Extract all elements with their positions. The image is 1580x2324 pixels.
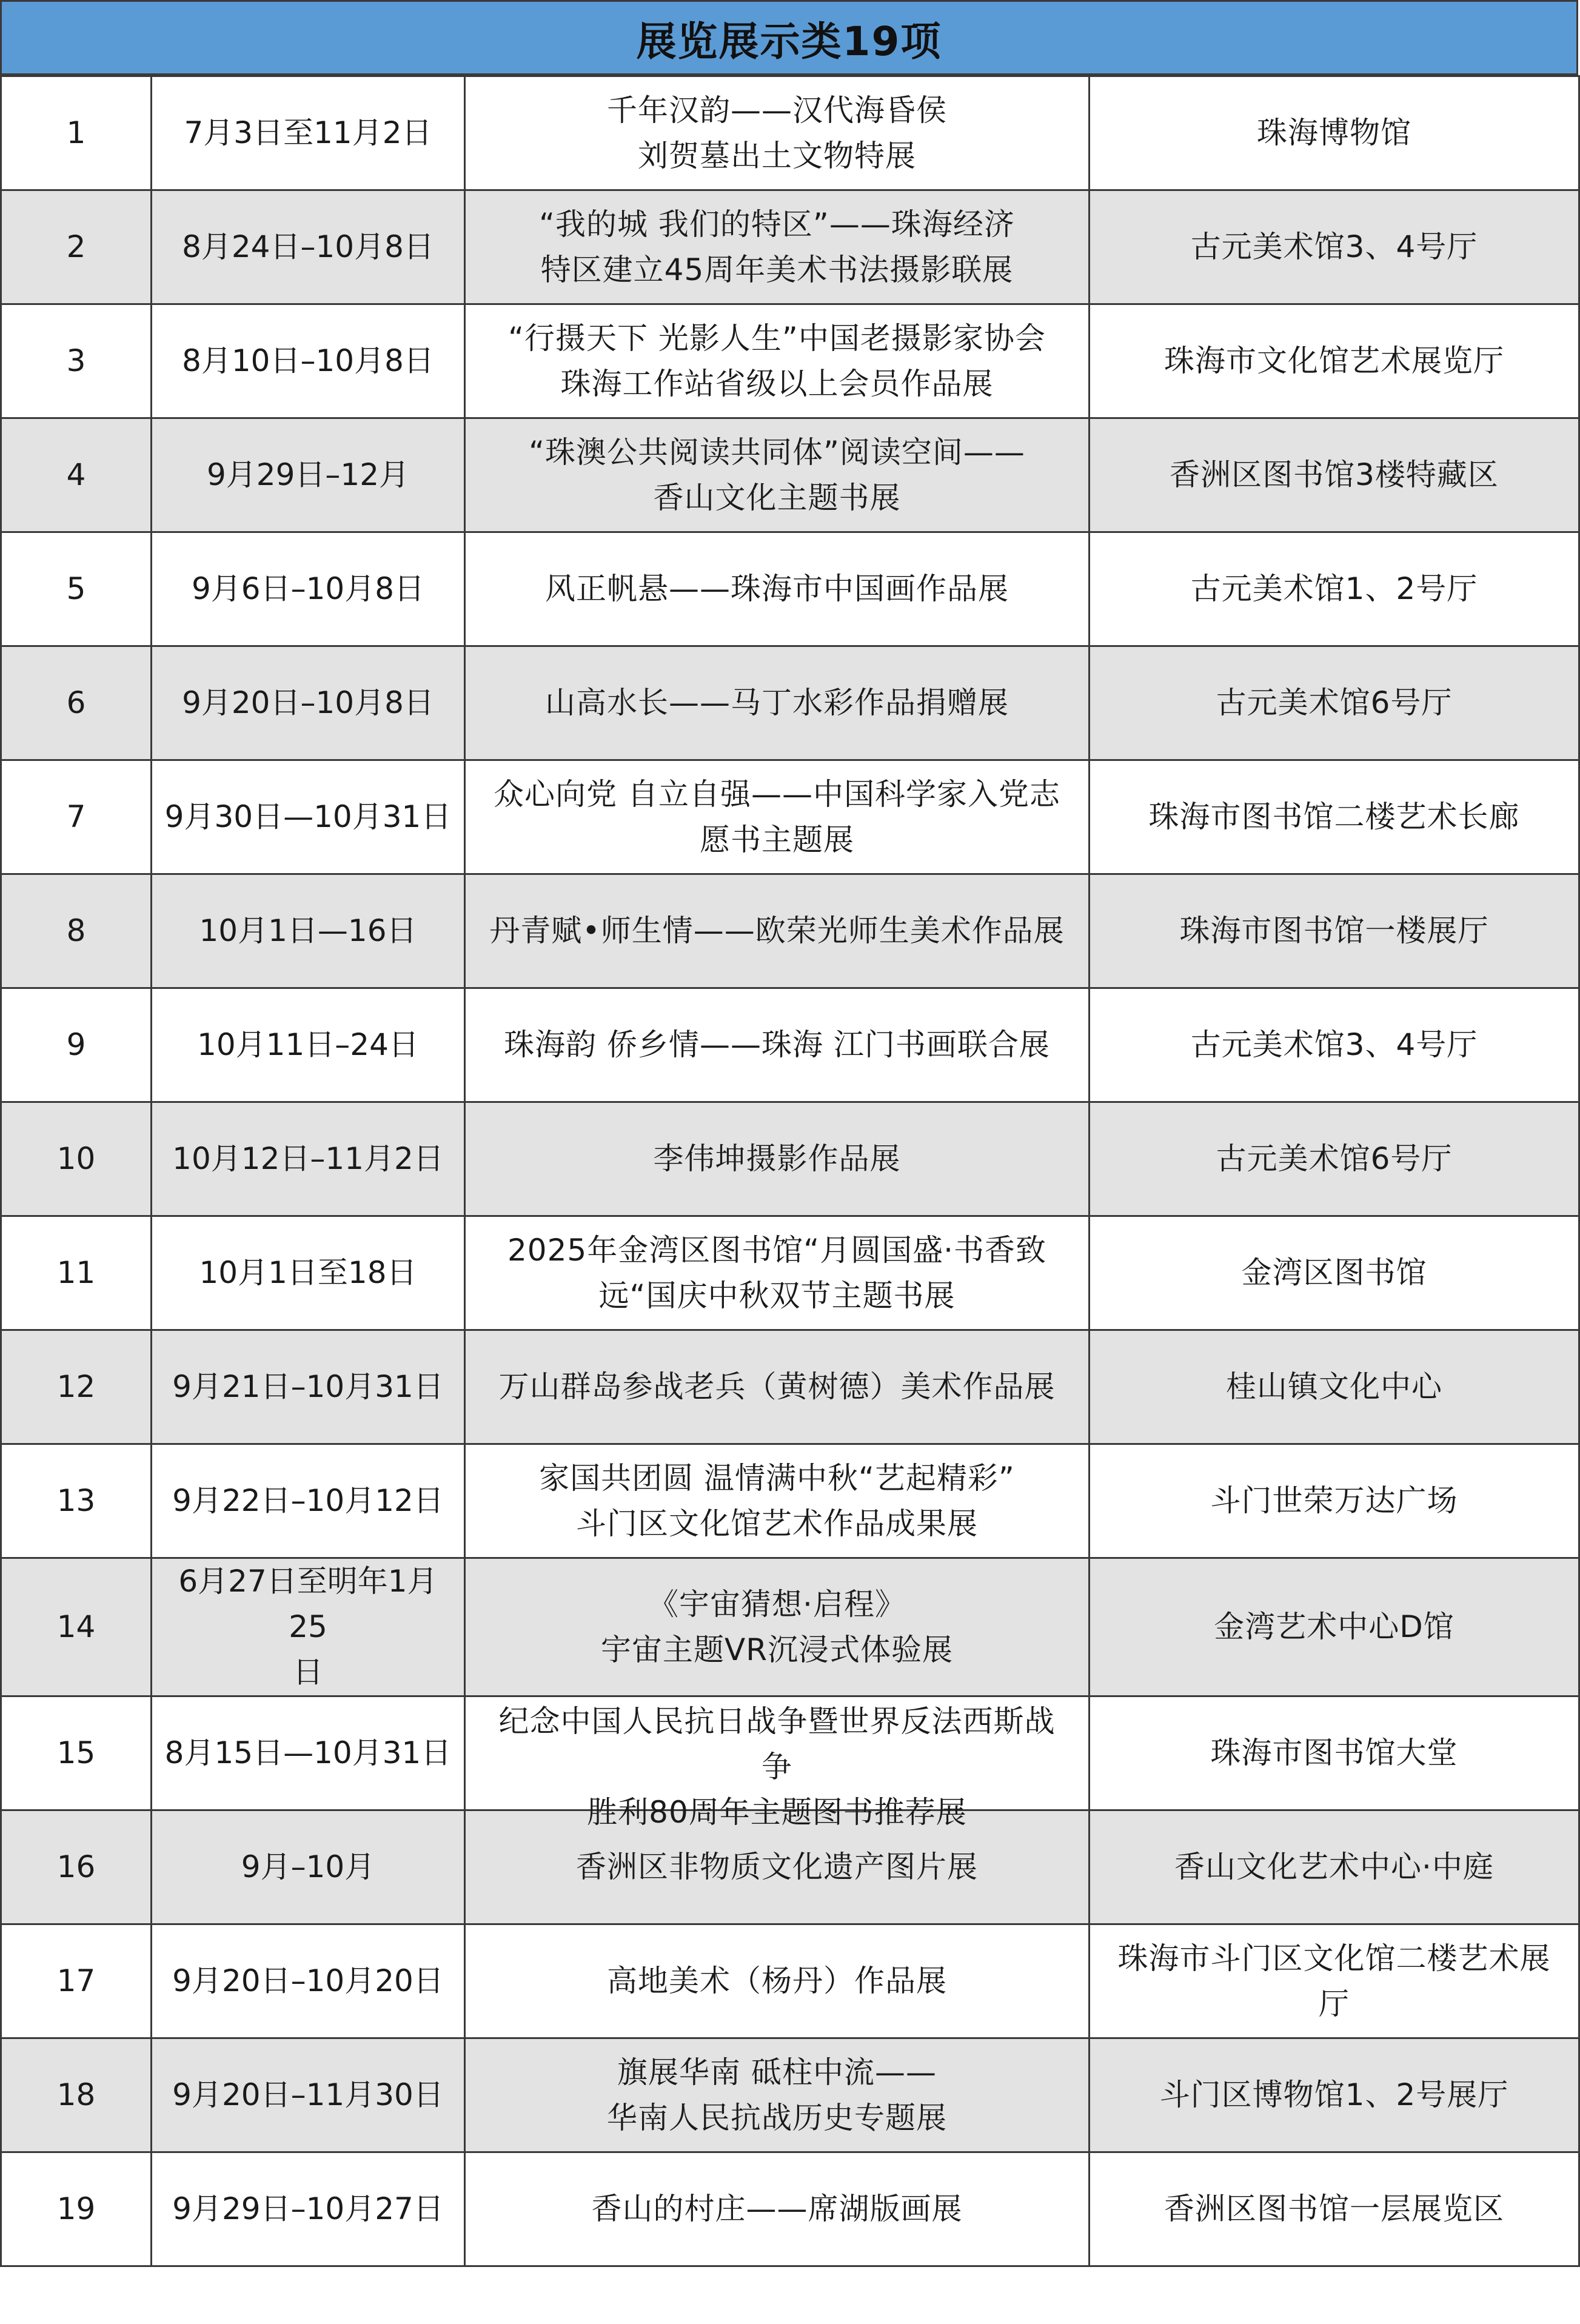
table-row bbox=[1, 646, 1579, 760]
row-exhibition-name: 香山的村庄——席湖版画展 bbox=[465, 2152, 1090, 2266]
table-row bbox=[1, 190, 1579, 304]
row-date: 10月12日–11月2日 bbox=[152, 1102, 465, 1216]
row-date: 9月22日–10月12日 bbox=[152, 1444, 465, 1558]
table-row bbox=[1, 532, 1579, 646]
row-venue: 桂山镇文化中心 bbox=[1090, 1330, 1579, 1444]
row-venue: 古元美术馆6号厅 bbox=[1090, 646, 1579, 760]
row-venue: 香洲区图书馆一层展览区 bbox=[1090, 2152, 1579, 2266]
row-exhibition-name-text: 纪念中国人民抗日战争暨世界反法西斯战 争 胜利80周年主题图书推荐展 bbox=[498, 1703, 1056, 1830]
table-title: 展览展示类19项 bbox=[0, 0, 1578, 75]
row-exhibition-name bbox=[465, 1696, 1090, 1830]
row-number: 10 bbox=[1, 1102, 152, 1216]
row-date: 10月1日—16日 bbox=[152, 874, 465, 988]
row-date: 9月20日–10月8日 bbox=[152, 646, 465, 760]
row-exhibition-name: 《宇宙猜想·启程》 宇宙主题VR沉浸式体验展 bbox=[465, 1558, 1090, 1696]
row-venue: 斗门区博物馆1、2号展厅 bbox=[1090, 2038, 1579, 2152]
row-number: 4 bbox=[1, 418, 152, 532]
row-exhibition-name: “我的城 我们的特区”——珠海经济 特区建立45周年美术书法摄影联展 bbox=[465, 190, 1090, 304]
row-exhibition-name: 珠海韵 侨乡情——珠海 江门书画联合展 bbox=[465, 988, 1090, 1102]
row-venue: 珠海市斗门区文化馆二楼艺术展 厅 bbox=[1090, 1924, 1579, 2038]
row-date: 7月3日至11月2日 bbox=[152, 76, 465, 190]
row-number: 17 bbox=[1, 1924, 152, 2038]
table-row bbox=[1, 2038, 1579, 2152]
table-row bbox=[1, 1924, 1579, 2038]
row-number: 9 bbox=[1, 988, 152, 1102]
row-number: 1 bbox=[1, 76, 152, 190]
row-venue: 古元美术馆6号厅 bbox=[1090, 1102, 1579, 1216]
row-exhibition-name: 家国共团圆 温情满中秋“艺起精彩” 斗门区文化馆艺术作品成果展 bbox=[465, 1444, 1090, 1558]
row-number: 3 bbox=[1, 304, 152, 418]
table-row bbox=[1, 2152, 1579, 2266]
row-exhibition-name: 风正帆悬——珠海市中国画作品展 bbox=[465, 532, 1090, 646]
table-row bbox=[1, 1444, 1579, 1558]
row-date: 9月29日–12月 bbox=[152, 418, 465, 532]
row-exhibition-name: “行摄天下 光影人生”中国老摄影家协会 珠海工作站省级以上会员作品展 bbox=[465, 304, 1090, 418]
row-venue: 斗门世荣万达广场 bbox=[1090, 1444, 1579, 1558]
row-date: 8月24日–10月8日 bbox=[152, 190, 465, 304]
row-date: 9月30日—10月31日 bbox=[152, 760, 465, 874]
table-row bbox=[1, 304, 1579, 418]
row-venue: 香洲区图书馆3楼特藏区 bbox=[1090, 418, 1579, 532]
table-row bbox=[1, 418, 1579, 532]
row-date: 6月27日至明年1月25 日 bbox=[152, 1558, 465, 1696]
row-exhibition-name: 2025年金湾区图书馆“月圆国盛·书香致 远“国庆中秋双节主题书展 bbox=[465, 1216, 1090, 1330]
row-number: 11 bbox=[1, 1216, 152, 1330]
row-number: 6 bbox=[1, 646, 152, 760]
row-exhibition-name: 山高水长——马丁水彩作品捐赠展 bbox=[465, 646, 1090, 760]
row-date: 10月1日至18日 bbox=[152, 1216, 465, 1330]
row-number: 19 bbox=[1, 2152, 152, 2266]
row-venue: 金湾艺术中心D馆 bbox=[1090, 1558, 1579, 1696]
row-exhibition-name: 千年汉韵——汉代海昏侯 刘贺墓出土文物特展 bbox=[465, 76, 1090, 190]
row-number: 7 bbox=[1, 760, 152, 874]
exhibition-table bbox=[0, 75, 1580, 2267]
row-date: 9月20日–11月30日 bbox=[152, 2038, 465, 2152]
row-exhibition-name: 丹青赋•师生情——欧荣光师生美术作品展 bbox=[465, 874, 1090, 988]
table-row bbox=[1, 76, 1579, 190]
row-number: 2 bbox=[1, 190, 152, 304]
row-date: 10月11日–24日 bbox=[152, 988, 465, 1102]
table-row bbox=[1, 760, 1579, 874]
row-number: 15 bbox=[1, 1696, 152, 1810]
row-venue: 珠海市文化馆艺术展览厅 bbox=[1090, 304, 1579, 418]
row-date: 8月10日–10月8日 bbox=[152, 304, 465, 418]
table-row bbox=[1, 1102, 1579, 1216]
row-venue: 金湾区图书馆 bbox=[1090, 1216, 1579, 1330]
table-row bbox=[1, 1696, 1579, 1810]
row-number: 8 bbox=[1, 874, 152, 988]
table-row bbox=[1, 1330, 1579, 1444]
row-venue: 珠海市图书馆一楼展厅 bbox=[1090, 874, 1579, 988]
row-date: 9月6日–10月8日 bbox=[152, 532, 465, 646]
row-exhibition-name: “珠澳公共阅读共同体”阅读空间—— 香山文化主题书展 bbox=[465, 418, 1090, 532]
row-venue: 古元美术馆3、4号厅 bbox=[1090, 190, 1579, 304]
table-body bbox=[1, 76, 1579, 2266]
row-number: 13 bbox=[1, 1444, 152, 1558]
row-venue: 珠海博物馆 bbox=[1090, 76, 1579, 190]
row-date: 9月–10月 bbox=[152, 1810, 465, 1924]
row-date: 9月21日–10月31日 bbox=[152, 1330, 465, 1444]
row-number: 14 bbox=[1, 1558, 152, 1696]
row-venue: 珠海市图书馆二楼艺术长廊 bbox=[1090, 760, 1579, 874]
row-venue: 古元美术馆1、2号厅 bbox=[1090, 532, 1579, 646]
row-exhibition-name: 旗展华南 砥柱中流—— 华南人民抗战历史专题展 bbox=[465, 2038, 1090, 2152]
row-exhibition-name: 众心向党 自立自强——中国科学家入党志 愿书主题展 bbox=[465, 760, 1090, 874]
row-exhibition-name: 高地美术（杨丹）作品展 bbox=[465, 1924, 1090, 2038]
table-row bbox=[1, 1558, 1579, 1696]
row-date: 9月29日–10月27日 bbox=[152, 2152, 465, 2266]
row-venue: 香山文化艺术中心·中庭 bbox=[1090, 1810, 1579, 1924]
row-number: 5 bbox=[1, 532, 152, 646]
row-date: 9月20日–10月20日 bbox=[152, 1924, 465, 2038]
row-number: 16 bbox=[1, 1810, 152, 1924]
table-row bbox=[1, 874, 1579, 988]
row-date: 8月15日—10月31日 bbox=[152, 1696, 465, 1810]
row-exhibition-name: 香洲区非物质文化遗产图片展 bbox=[465, 1810, 1090, 1924]
row-venue: 古元美术馆3、4号厅 bbox=[1090, 988, 1579, 1102]
table-row bbox=[1, 988, 1579, 1102]
row-exhibition-name: 万山群岛参战老兵（黄树德）美术作品展 bbox=[465, 1330, 1090, 1444]
row-exhibition-name: 李伟坤摄影作品展 bbox=[465, 1102, 1090, 1216]
row-venue: 珠海市图书馆大堂 bbox=[1090, 1696, 1579, 1810]
row-number: 18 bbox=[1, 2038, 152, 2152]
table-row bbox=[1, 1216, 1579, 1330]
row-number: 12 bbox=[1, 1330, 152, 1444]
